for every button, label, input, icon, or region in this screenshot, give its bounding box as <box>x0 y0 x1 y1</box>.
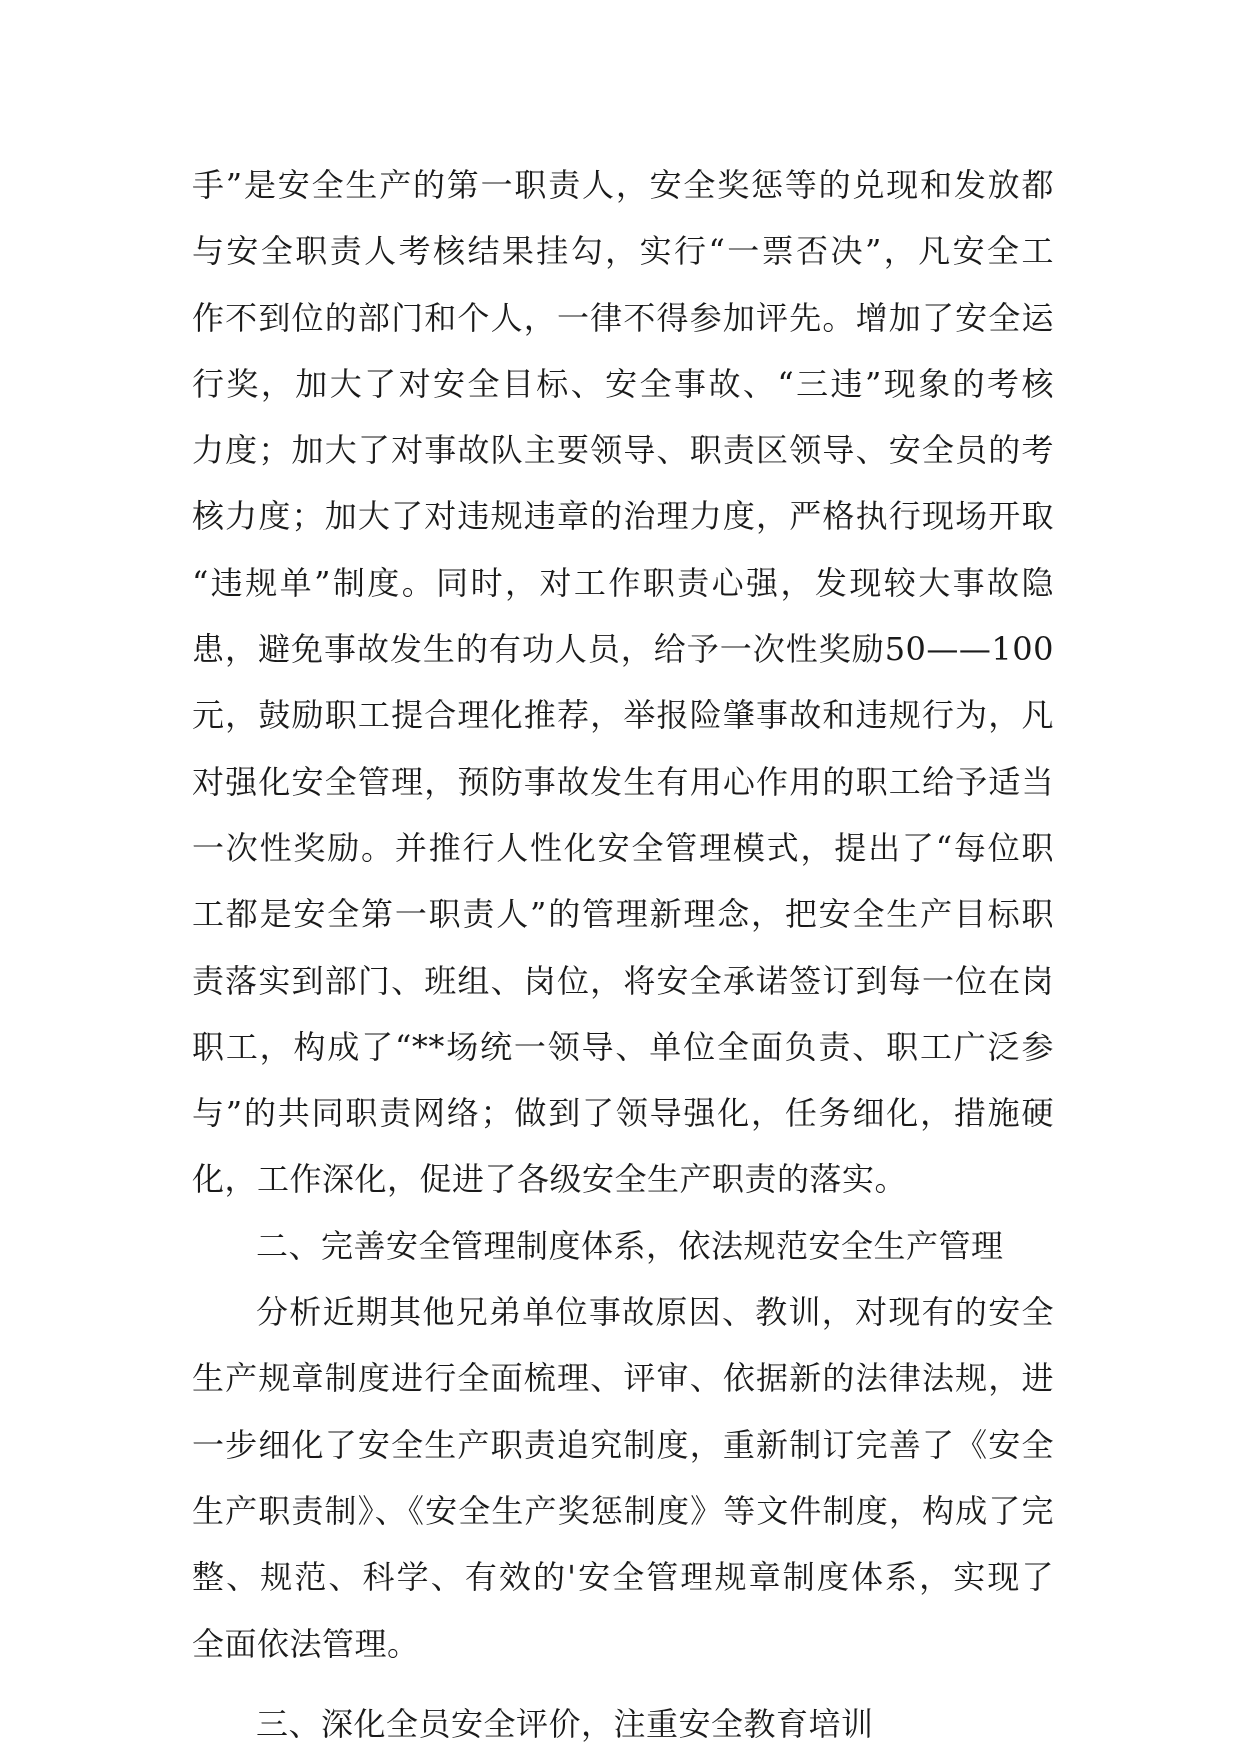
paragraph-1 <box>192 152 1054 1213</box>
text-line: 核力度；加大了对违规违章的治理力度，严格执行现场开取 <box>192 497 1054 536</box>
text-line: 作不到位的部门和个人，一律不得参加评先。增加了安全运 <box>192 298 1054 337</box>
text-line: 力度；加大了对事故队主要领导、职责区领导、安全员的考 <box>192 431 1054 470</box>
text-line: 患，避免事故发生的有功人员，给予一次性奖励50——100 <box>192 630 1054 669</box>
text-line: 全面依法管理。 <box>192 1624 420 1663</box>
text-line: 与”的共同职责网络；做到了领导强化，任务细化，措施硬 <box>192 1094 1054 1133</box>
text-line: 手”是安全生产的第一职责人，安全奖惩等的兑现和发放都 <box>192 166 1054 204</box>
text-line: 与安全职责人考核结果挂勾，实行“一票否决”，凡安全工 <box>192 232 1054 271</box>
text-line: 一次性奖励。并推行人性化安全管理模式，提出了“每位职 <box>192 828 1054 867</box>
text-line: 生产规章制度进行全面梳理、评审、依据新的法律法规，进 <box>192 1359 1054 1398</box>
text-line: 化，工作深化，促进了各级安全生产职责的落实。 <box>192 1160 908 1199</box>
text-line: 生产职责制》、《安全生产奖惩制度》等文件制度，构成了完 <box>192 1491 1054 1530</box>
text-line: “违规单”制度。同时，对工作职责心强，发现较大事故隐 <box>192 563 1054 602</box>
text-line: 责落实到部门、班组、岗位，将安全承诺签订到每一位在岗 <box>192 961 1054 1000</box>
text-line: 职工，构成了“**场统一领导、单位全面负责、职工广泛参 <box>192 1027 1054 1066</box>
text-line: 一步细化了安全生产职责追究制度，重新制订完善了《安全 <box>192 1425 1054 1464</box>
text-line: 行奖，加大了对安全目标、安全事故、“三违”现象的考核 <box>192 364 1054 403</box>
section-heading-2: 二、完善安全管理制度体系，依法规范安全生产管理 <box>256 1226 1004 1265</box>
text-line: 整、规范、科学、有效的'安全管理规章制度体系，实现了 <box>192 1558 1054 1597</box>
text-line: 工都是安全第一职责人”的管理新理念，把安全生产目标职 <box>192 895 1054 934</box>
section-heading-3: 三、深化全员安全评价，注重安全教育培训 <box>256 1704 874 1743</box>
text-line: 元，鼓励职工提合理化推荐，举报险肇事故和违规行为，凡 <box>192 696 1054 735</box>
text-line: 对强化安全管理，预防事故发生有用心作用的职工给予适当 <box>192 762 1054 801</box>
text-line: 分析近期其他兄弟单位事故原因、教训，对现有的安全 <box>256 1293 1054 1332</box>
paragraph-2 <box>192 1279 1054 1677</box>
document-body <box>192 152 1054 1757</box>
paragraph-spacer <box>192 1677 1054 1691</box>
